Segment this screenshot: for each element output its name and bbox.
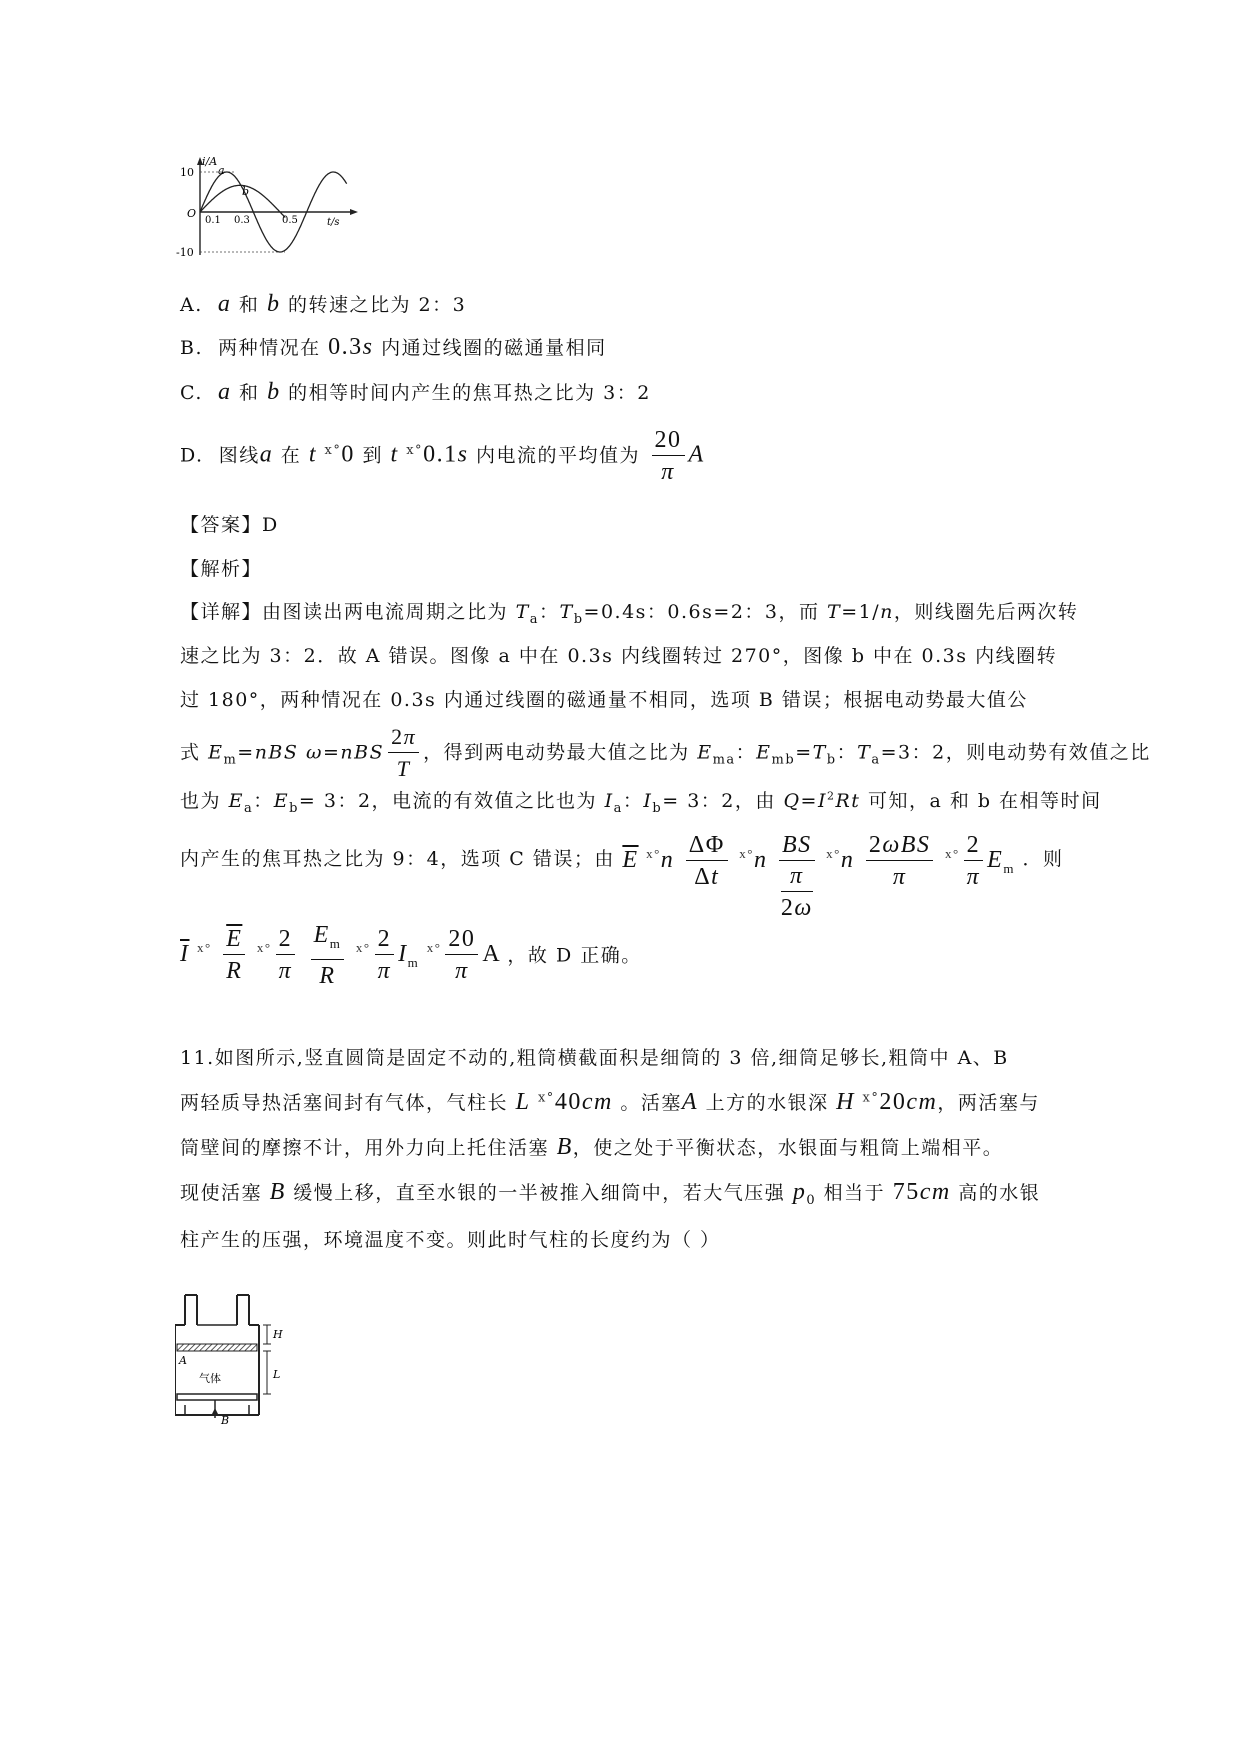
option-c-text: 的相等时间内产生的焦耳热之比为 3：2 <box>288 382 651 404</box>
q11-l2-e: 20 <box>879 1089 907 1115</box>
q11-line-5: 柱产生的压强，环境温度不变。则此时气柱的长度约为（ ） <box>180 1229 721 1251</box>
detail-line-6: 内产生的焦耳热之比为 9：4，选项 C 错误；由 $\overline{E}$ $^{x^\circ}$n $\frac{\Delta\Phi}{\Delta t}$ $^{x^\circ}$n $\frac{BS}{\frac{\pi}{2\omega}}$ $^{x^\circ}$n $\frac{\text{2ωBS}}{\pi}$ $^{x^\circ}$ $\frac{2}{\pi}$ $E_m$ ．则 <box>180 832 1064 921</box>
option-b <box>180 333 607 361</box>
label-H: H <box>273 1328 283 1341</box>
option-b-text-1: 两种情况在 <box>218 337 321 359</box>
option-c-prefix: C. <box>180 382 203 404</box>
option-a-prefix: A. <box>180 294 203 316</box>
q11-l4-d: 75 <box>892 1179 920 1205</box>
detail-line-3: 过 180°，两种情况在 0.3s 内通过线圈的磁通量不相同，选项 B 错误；根据电动势最大值公 <box>180 689 1028 711</box>
x-tick-0-3: 0.3 <box>234 215 250 226</box>
option-a-text: 的转速之比为 2：3 <box>288 294 467 316</box>
option-d-text-4: 内电流的平均值为 <box>475 444 640 467</box>
option-a: A. a 和 b 的转速之比为 2：3 <box>180 291 467 317</box>
q11-l4-b: 缓慢上移，直至水银的一半被推入细筒中，若大气压强 <box>293 1182 786 1204</box>
option-d: D. 图线a 在 t $^{x^\circ}$0 到 t $^{x^\circ}$0.1s 内电流的平均值为 $\frac{20}{\pi}$ A <box>180 425 705 488</box>
q11-line-3: 筒壁间的摩擦不计，用外力向上托住活塞 B，使之处于平衡状态，水银面与粗筒上端相平。 <box>180 1134 1004 1160</box>
q11-l4-e: 高的水银 <box>958 1182 1041 1204</box>
detail-line-1: 【详解】由图读出两电流周期之比为 $T_a$：$T_b=0.4s$：0.6s=2：3，而 T=1/n，则线圈先后两次转 <box>180 601 1079 627</box>
curve-a-label: a <box>218 164 225 177</box>
detail-line-5: 也为 $E_a$：$E_b= 3$：2，电流的有效值之比也为 $I_a$：$I_b= 3$：2，由 $Q=I^2Rt$ 可知，a 和 b 在相等时间 <box>180 789 1102 816</box>
q11-line-1: 11.如图所示,竖直圆筒是固定不动的,粗筒横截面积是细筒的 3 倍,细筒足够长,粗筒中 A、B <box>180 1047 1009 1069</box>
detail-l4-a: 式 <box>180 741 201 764</box>
option-d-numerator: 20 <box>652 425 685 456</box>
answer-label: 【答案】D <box>180 514 279 536</box>
q11-l3-a: 筒壁间的摩擦不计，用外力向上托住活塞 <box>180 1137 550 1159</box>
option-d-prefix: D. <box>180 444 204 467</box>
x-tick-0-5: 0.5 <box>282 215 298 226</box>
q11-line-4: 现使活塞 B 缓慢上移，直至水银的一半被推入细筒中，若大气压强 $p_0$ 相当于 75cm 高的水银 <box>180 1179 1041 1208</box>
x-tick-0-1: 0.1 <box>205 215 221 226</box>
option-d-fraction <box>652 425 685 488</box>
detail-l7-end: ，故 D 正确。 <box>507 944 642 967</box>
curve-b-label: b <box>242 185 250 198</box>
q11-l2-a: 两轻质导热活塞间封有气体，气柱长 <box>180 1092 509 1114</box>
option-b-unit: s <box>362 334 374 360</box>
y-tick-neg10: -10 <box>176 246 194 259</box>
detail-l4-b: ，得到两电动势最大值之比为 <box>423 741 690 764</box>
option-b-value: 0.3 <box>328 334 363 360</box>
q11-l4-a: 现使活塞 <box>180 1182 263 1204</box>
detail-l5-a: 也为 <box>180 790 222 812</box>
detail-l1-d: ，则线圈先后两次转 <box>893 601 1079 623</box>
option-b-prefix: B. <box>180 337 204 359</box>
current-time-graph <box>175 155 360 270</box>
cylinder-diagram <box>175 1290 295 1425</box>
analysis-label: 【解析】 <box>180 558 263 580</box>
q11-l2-f: ，两活塞与 <box>937 1092 1040 1114</box>
detail-line-4: 式 $E_m=nBS$ ω=nBS $\frac{2\pi}{T}$ ，得到两电动势最大值之比为 $E_{ma}$：$E_{mb}=T_b$：$T_a=3$：2，则电动势有效值之比 <box>180 724 1151 781</box>
y-tick-10: 10 <box>180 166 194 179</box>
detail-l6-a: 内产生的焦耳热之比为 9：4，选项 C 错误；由 <box>180 848 615 870</box>
option-d-text-1: 图线 <box>218 444 260 467</box>
y-axis-label: i/A <box>202 155 218 168</box>
detail-l5-d: 可知，a 和 b 在相等时间 <box>867 790 1102 812</box>
detail-l1-a: 【详解】由图读出两电流周期之比为 <box>180 601 509 623</box>
detail-l1-b: =0.4s：0.6s=2：3，而 <box>583 601 820 623</box>
option-d-text-2: 在 <box>280 444 302 467</box>
origin-label: O <box>187 207 197 220</box>
option-c: C. a 和 b 的相等时间内产生的焦耳热之比为 3：2 <box>180 379 651 405</box>
label-L: L <box>273 1368 281 1381</box>
detail-l4-c: =3：2，则电动势有效值之比 <box>880 741 1151 764</box>
q11-l2-c: 。活塞 <box>620 1092 682 1114</box>
q11-l2-b: 40 <box>554 1089 582 1115</box>
label-B: B <box>221 1414 230 1425</box>
option-b-text-2: 内通过线圈的磁通量相同 <box>381 337 607 359</box>
detail-line-7: $\overline{I}$ $^{x^\circ}$ $\frac{\overline{E}}{R}$ $^{x^\circ}$ $\frac{2}{\pi}$ $\frac{E_m}{R}$ $^{x^\circ}$ $\frac{2}{\pi}$ $I_m$ $^{x^\circ}$ $\frac{20}{\pi}$ A ，故 D 正确。 <box>180 922 642 989</box>
option-d-val-1: 0 <box>341 441 355 468</box>
label-A: A <box>179 1354 187 1367</box>
option-d-val-2: 0.1 <box>423 441 458 468</box>
q11-l4-c: 相当于 <box>823 1182 886 1204</box>
x-axis-label: t/s <box>327 217 340 228</box>
label-gas: 气体 <box>199 1372 221 1385</box>
option-d-unit: A <box>688 441 705 468</box>
detail-l5-b: = 3：2，电流的有效值之比也为 <box>298 790 598 812</box>
detail-l6-b: ．则 <box>1022 848 1064 870</box>
q11-l3-b: ，使之处于平衡状态，水银面与粗筒上端相平。 <box>572 1137 1004 1159</box>
detail-l5-c: = 3：2，由 <box>662 790 776 812</box>
option-d-text-3: 到 <box>362 444 383 467</box>
option-d-denominator: π <box>661 459 675 485</box>
detail-l1-c: =1/ <box>841 601 881 623</box>
q11-line-2: 两轻质导热活塞间封有气体，气柱长 L $^{x^\circ}$40cm 。活塞A 上方的水银深 H $^{x^\circ}$20cm，两活塞与 <box>180 1089 1040 1115</box>
detail-line-2: 速之比为 3：2．故 A 错误。图像 a 中在 0.3s 内线圈转过 270°，图像 b 中在 0.3s 内线圈转 <box>180 645 1058 667</box>
q11-l2-d: 上方的水银深 <box>705 1092 829 1114</box>
